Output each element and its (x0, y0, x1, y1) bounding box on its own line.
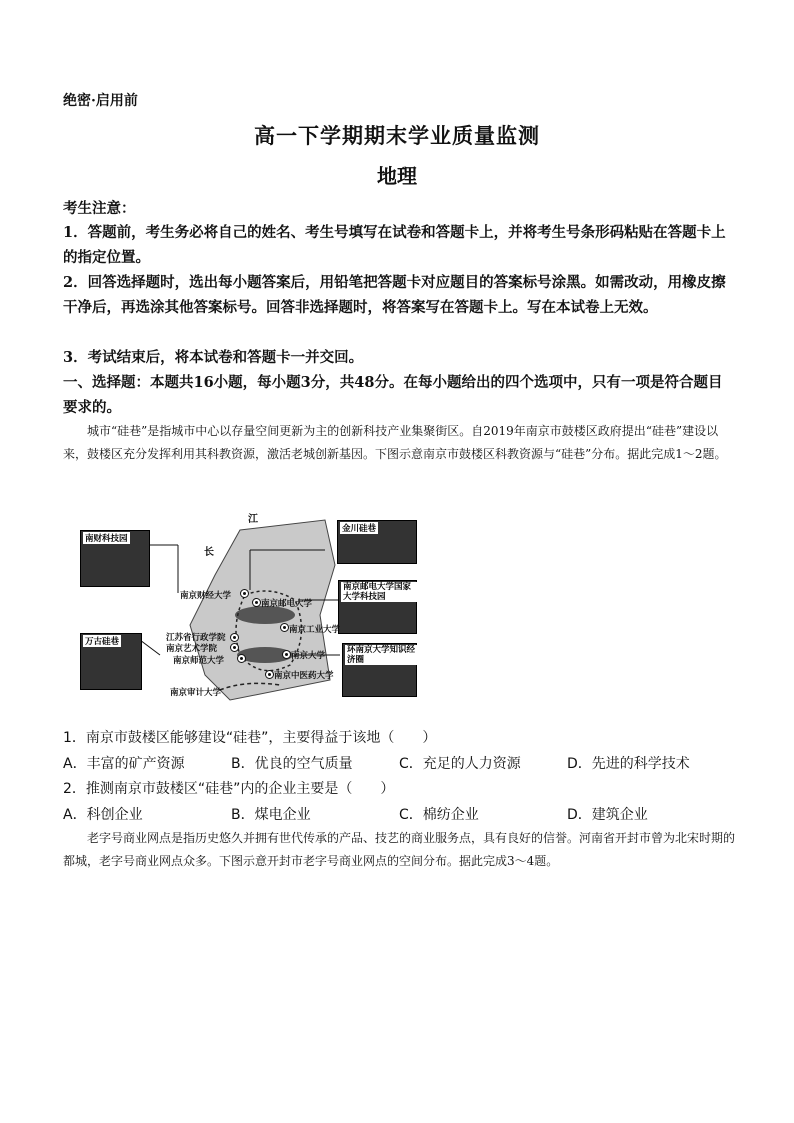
notice-item-3: 3．考试结束后，将本试卷和答题卡一并交回。 (63, 349, 364, 366)
notice-heading: 考生注意： (63, 200, 136, 217)
question-1-stem: 1．南京市鼓楼区能够建设“硅巷”，主要得益于该地（ ） (63, 730, 437, 746)
photo-label: 南财科技园 (85, 534, 128, 544)
q1-option-b: B．优良的空气质量 (231, 756, 353, 772)
university-marker (280, 623, 289, 632)
q2-option-d: D．建筑企业 (567, 807, 648, 823)
q2-option-c: C．棉纺企业 (399, 807, 479, 823)
photo-label: 南京邮电大学国家大学科技园 (341, 582, 417, 602)
university-marker (240, 589, 249, 598)
exam-title: 高一下学期期末学业质量监测 (254, 123, 540, 148)
place-label: 南京审计大学 (170, 688, 222, 698)
photo-label: 环南京大学知识经济圈 (347, 645, 416, 665)
river-char-1: 江 (248, 514, 258, 525)
section-heading: 一、选择题：本题共16小题，每小题3分，共48分。在每小题给出的四个选项中，只有一项是符合题目要求的。 (63, 374, 723, 416)
question-2-stem: 2．推测南京市鼓楼区“硅巷”内的企业主要是（ ） (63, 781, 395, 797)
place-label: 江苏省行政学院 (166, 633, 226, 643)
material-paragraph-1: 城市“硅巷”是指城市中心以存量空间更新为主的创新科技产业集聚街区。自2019年南京市鼓楼区政府提出“硅巷”建设以来，鼓楼区充分发挥利用其科教资源，激活老城创新基因。下图示意南京市鼓楼区科教资源与“硅巷”分布。据此完成1～2题。 (63, 424, 727, 461)
notice-item-1: 1．答题前，考生务必将自己的姓名、考生号填写在试卷和答题卡上，并将考生号条形码粘贴在答题卡上的指定位置。 (63, 224, 726, 266)
place-label: 南京中医药大学 (274, 671, 334, 681)
q2-option-a: A．科创企业 (63, 807, 143, 823)
place-label: 南京邮电大学 (261, 599, 313, 609)
university-marker (230, 633, 239, 642)
photo-nju-knowledge-circle (342, 643, 417, 697)
q1-option-d: D．先进的科学技术 (567, 756, 690, 772)
silicon-alley-map-figure (80, 505, 415, 705)
photo-wangu-alley (80, 633, 142, 690)
place-label: 南京艺术学院 (166, 644, 218, 654)
subject-title: 地理 (377, 164, 417, 188)
place-label: 南京财经大学 (180, 591, 232, 601)
university-marker (265, 670, 274, 679)
q2-option-b: B．煤电企业 (231, 807, 311, 823)
university-marker (252, 598, 261, 607)
place-label: 南京大学 (291, 651, 326, 661)
river-char-2: 长 (204, 547, 214, 558)
q1-option-a: A．丰富的矿产资源 (63, 756, 185, 772)
photo-njupt-science-park (338, 580, 417, 634)
photo-jinchuan-alley (337, 520, 417, 564)
photo-nancai-tech-park (80, 530, 150, 587)
place-label: 南京师范大学 (173, 656, 225, 666)
photo-label: 万古硅巷 (85, 637, 120, 647)
university-marker (230, 643, 239, 652)
material-paragraph-2: 老字号商业网点是指历史悠久并拥有世代传承的产品、技艺的商业服务点，具有良好的信誉。河南省开封市曾为北宋时期的都城，老字号商业网点众多。下图示意开封市老字号商业网点的空间分布。据此完成3～4题。 (63, 831, 736, 868)
q1-option-c: C．充足的人力资源 (399, 756, 521, 772)
place-label: 南京工业大学 (289, 625, 341, 635)
confidential-label: 绝密·启用前 (63, 93, 138, 109)
notice-item-2: 2．回答选择题时，选出每小题答案后，用铅笔把答题卡对应题目的答案标号涂黑。如需改动，用橡皮擦干净后，再选涂其他答案标号。回答非选择题时，将答案写在答题卡上。写在本试卷上无效。 (63, 274, 726, 316)
university-marker (282, 650, 291, 659)
photo-label: 金川硅巷 (342, 524, 377, 534)
university-marker (237, 654, 246, 663)
